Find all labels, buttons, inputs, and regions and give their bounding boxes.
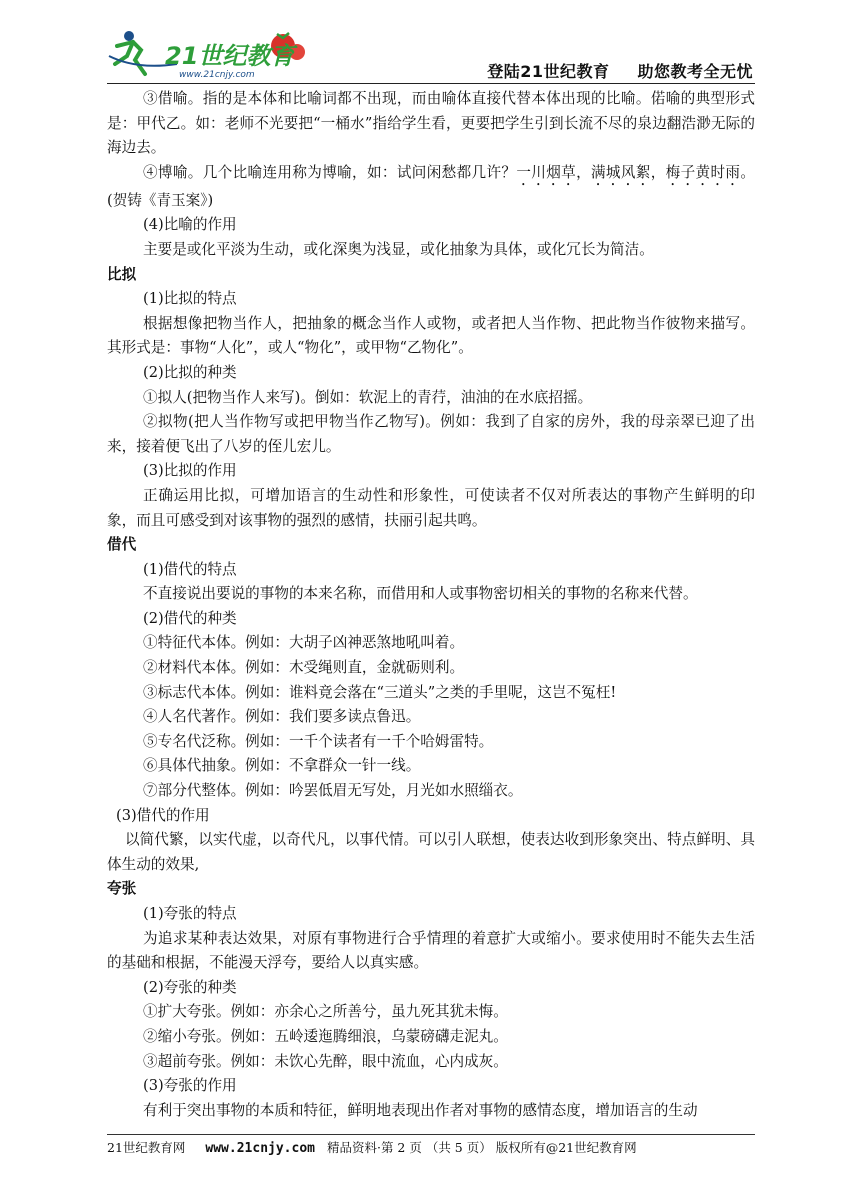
footer-divider — [107, 1134, 755, 1135]
list-item: ②缩小夸张。例如：五岭逶迤腾细浪，乌蒙磅礴走泥丸。 — [143, 1027, 508, 1045]
section-heading: 比拟 — [107, 265, 137, 283]
subheading: (2)夸张的种类 — [143, 978, 237, 996]
list-item: ⑦部分代整体。例如：吟罢低眉无写处，月光如水照缁衣。 — [143, 782, 523, 800]
paragraph: 主要是或化平淡为生动，或化深奥为浅显，或化抽象为具体，或化冗长为简洁。 — [143, 240, 654, 258]
subheading: (4)比喻的作用 — [143, 216, 237, 234]
header-divider — [107, 83, 755, 84]
subheading: (1)夸张的特点 — [143, 905, 237, 922]
footer-url[interactable]: www.21cnjy.com — [205, 1141, 315, 1156]
logo-url: www.21cnjy.com — [179, 70, 255, 80]
section-heading: 借代 — [107, 536, 137, 554]
paragraph: ②拟物(把人当作物写或把甲物当作乙物写)。例如：我到了自家的房外，我的母亲翠已迎了出来，接着便飞出了八岁的侄儿宏儿。 — [107, 413, 755, 455]
paragraph: ①拟人(把物当作人来写)。倒如：软泥上的青荇，油油的在水底招摇。 — [143, 388, 593, 406]
paragraph: 为追求某种表达效果，对原有事物进行合乎情理的着意扩大或缩小。要求使用时不能失去生活的基础和根据，不能漫天浮夸，要给人以真实感。 — [107, 929, 755, 972]
paragraph: 有利于突出事物的本质和特征，鲜明地表现出作者对事物的感情态度，增加语言的生动 — [143, 1101, 698, 1119]
logo-text: 21世纪教育 — [165, 42, 295, 70]
subheading: (2)借代的种类 — [143, 609, 237, 627]
subheading: (3)比拟的作用 — [143, 462, 237, 480]
slogan-left: 登陆21世纪教育 — [487, 62, 610, 81]
subheading: (2)比拟的种类 — [143, 363, 237, 381]
footer-site: 21世纪教育网 — [107, 1140, 186, 1155]
paragraph: 以简代繁，以实代虚，以奇代凡，以事代情。可以引人联想，使表达收到形象突出、特点鲜明、具体生动的效果, — [107, 831, 755, 873]
footer-page-info: 精品资料·第 2 页 （共 5 页） 版权所有@21世纪教育网 — [326, 1140, 637, 1155]
slogan-right: 助您教考全无忧 — [637, 62, 753, 81]
list-item: ③超前夸张。例如：未饮心先醉，眼中流血，心内成灰。 — [143, 1052, 508, 1070]
section-heading: 夸张 — [107, 880, 137, 898]
emphasis-text: 满城风絮 — [591, 163, 651, 181]
paragraph: ④博喻。几个比喻连用称为博喻，如：试问闲愁都几许？一川烟草，满城风絮，梅子黄时雨。(贺铸《青玉案》) — [107, 163, 755, 209]
paragraph: 正确运用比拟，可增加语言的生动性和形象性，可使读者不仅对所表达的事物产生鲜明的印象，而且可感受到对该事物的强烈的感情，扶丽引起共鸣。 — [107, 486, 755, 529]
list-item: ①特征代本体。例如：大胡子凶神恶煞地吼叫着。 — [143, 634, 465, 652]
page-footer — [107, 1138, 755, 1156]
subheading: (3)借代的作用 — [116, 806, 210, 824]
header-slogan — [487, 59, 753, 82]
emphasis-text: 梅子黄时雨 — [665, 163, 741, 181]
list-item: ②材料代本体。例如：木受绳则直，金就砺则利。 — [143, 659, 465, 677]
list-item: ⑤专名代泛称。例如：一千个读者有一千个哈姆雷特。 — [143, 732, 494, 750]
document-body — [107, 87, 755, 1123]
paragraph: 根据想像把物当作人，把抽象的概念当作人或物，或者把人当作物、把此物当作彼物来描写。其形式是：事物“人化”，或人“物化”，或甲物“乙物化”。 — [107, 314, 755, 357]
list-item: ③标志代本体。例如：谁料竟会落在“三道头”之类的手里呢，这岂不冤枉! — [143, 683, 617, 701]
emphasis-text: 一川烟草 — [516, 163, 577, 181]
list-item: ①扩大夸张。例如：亦余心之所善兮，虽九死其犹未悔。 — [143, 1003, 508, 1021]
paragraph: ③借喻。指的是本体和比喻词都不出现，而由喻体直接代替本体出现的比喻。偌喻的典型形式是：甲代乙。如：老师不光要把“一桶水”指给学生看，更要把学生引到长流不尽的泉边翻浩渺无际的海边去。 — [107, 90, 755, 157]
subheading: (1)借代的特点 — [143, 560, 237, 578]
subheading: (3)夸张的作用 — [143, 1077, 237, 1095]
list-item: ⑥具体代抽象。例如：不拿群众一针一线。 — [143, 757, 421, 775]
site-logo — [107, 24, 307, 82]
list-item: ④人名代著作。例如：我们要多读点鲁迅。 — [143, 708, 421, 726]
paragraph: 不直接说出要说的事物的本来名称，而借用和人或事物密切相关的事物的名称来代替。 — [143, 585, 698, 603]
subheading: (1)比拟的特点 — [143, 290, 237, 308]
page-header — [107, 24, 755, 82]
